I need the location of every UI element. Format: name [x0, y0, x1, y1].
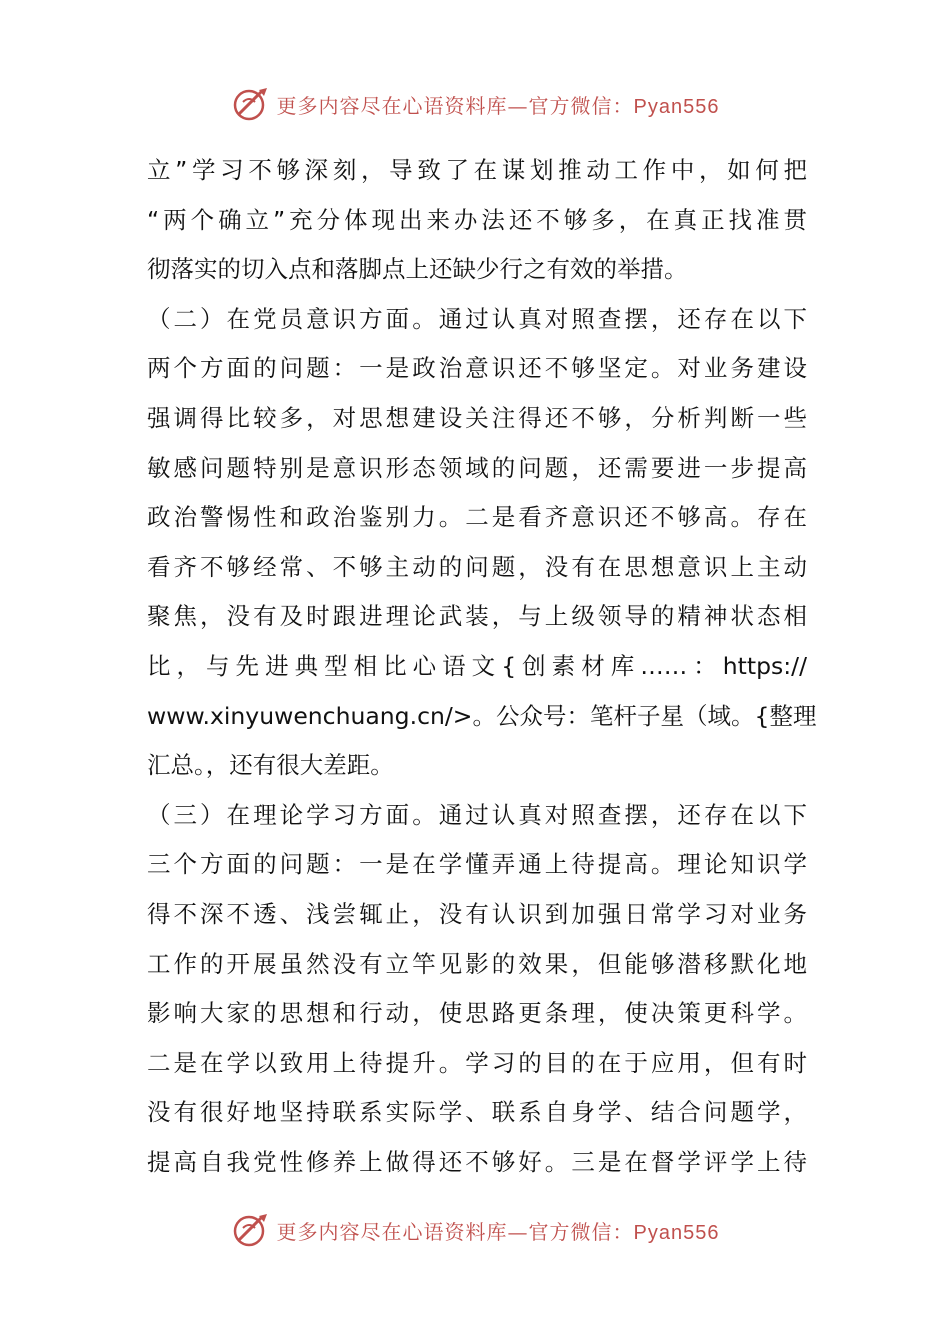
body-line: 影响大家的思想和行动，使思路更条理，使决策更科学。 [147, 999, 807, 1028]
body-line: 三个方面的问题：一是在学懂弄通上待提高。理论知识学 [147, 850, 807, 879]
body-line: www.xinyuwenchuang.cn/>。公众号：笔杆子星（域。{整理 [147, 701, 817, 730]
body-line: 彻落实的切入点和落脚点上还缺少行之有效的举措。 [147, 255, 688, 284]
body-line: 提高自我党性修养上做得还不够好。三是在督学评学上待 [147, 1147, 807, 1176]
footer-banner [0, 1210, 950, 1250]
document-body [147, 146, 817, 1187]
pen-logo-icon [231, 84, 271, 124]
body-line: “两个确立”充分体现出来办法还不够多，在真正找准贯 [147, 205, 807, 234]
header-banner-wechat: Pyan556 [633, 95, 720, 118]
body-line: 政治警惕性和政治鉴别力。二是看齐意识还不够高。存在 [147, 503, 807, 532]
body-line: （二）在党员意识方面。通过认真对照查摆，还存在以下 [147, 304, 807, 333]
body-line: 比，与先进典型相比心语文{创素材库……：https:// [147, 651, 807, 680]
header-banner-text: 更多内容尽在心语资料库—官方微信： [276, 93, 634, 118]
body-line: 强调得比较多，对思想建设关注得还不够，分析判断一些 [147, 403, 807, 432]
body-line: 汇总。，还有很大差距。 [147, 751, 394, 780]
body-line: 敏感问题特别是意识形态领域的问题，还需要进一步提高 [147, 453, 807, 482]
header-banner [0, 84, 950, 124]
body-line: 工作的开展虽然没有立竿见影的效果，但能够潜移默化地 [147, 949, 807, 978]
body-line: 得不深不透、浅尝辄止，没有认识到加强日常学习对业务 [147, 899, 807, 928]
body-line: 二是在学以致用上待提升。学习的目的在于应用，但有时 [147, 1048, 807, 1077]
body-line: 聚焦，没有及时跟进理论武装，与上级领导的精神状态相 [147, 602, 807, 631]
body-line: 没有很好地坚持联系实际学、联系自身学、结合问题学， [147, 1098, 807, 1127]
pen-logo-icon [231, 1210, 271, 1250]
body-line: 立”学习不够深刻，导致了在谋划推动工作中，如何把 [147, 156, 807, 184]
body-line: 看齐不够经常、不够主动的问题，没有在思想意识上主动 [147, 552, 807, 581]
body-line: 两个方面的问题：一是政治意识还不够坚定。对业务建设 [147, 354, 807, 383]
footer-banner-text: 更多内容尽在心语资料库—官方微信： [276, 1219, 634, 1244]
body-line: （三）在理论学习方面。通过认真对照查摆，还存在以下 [147, 800, 807, 829]
footer-banner-wechat: Pyan556 [633, 1221, 720, 1244]
